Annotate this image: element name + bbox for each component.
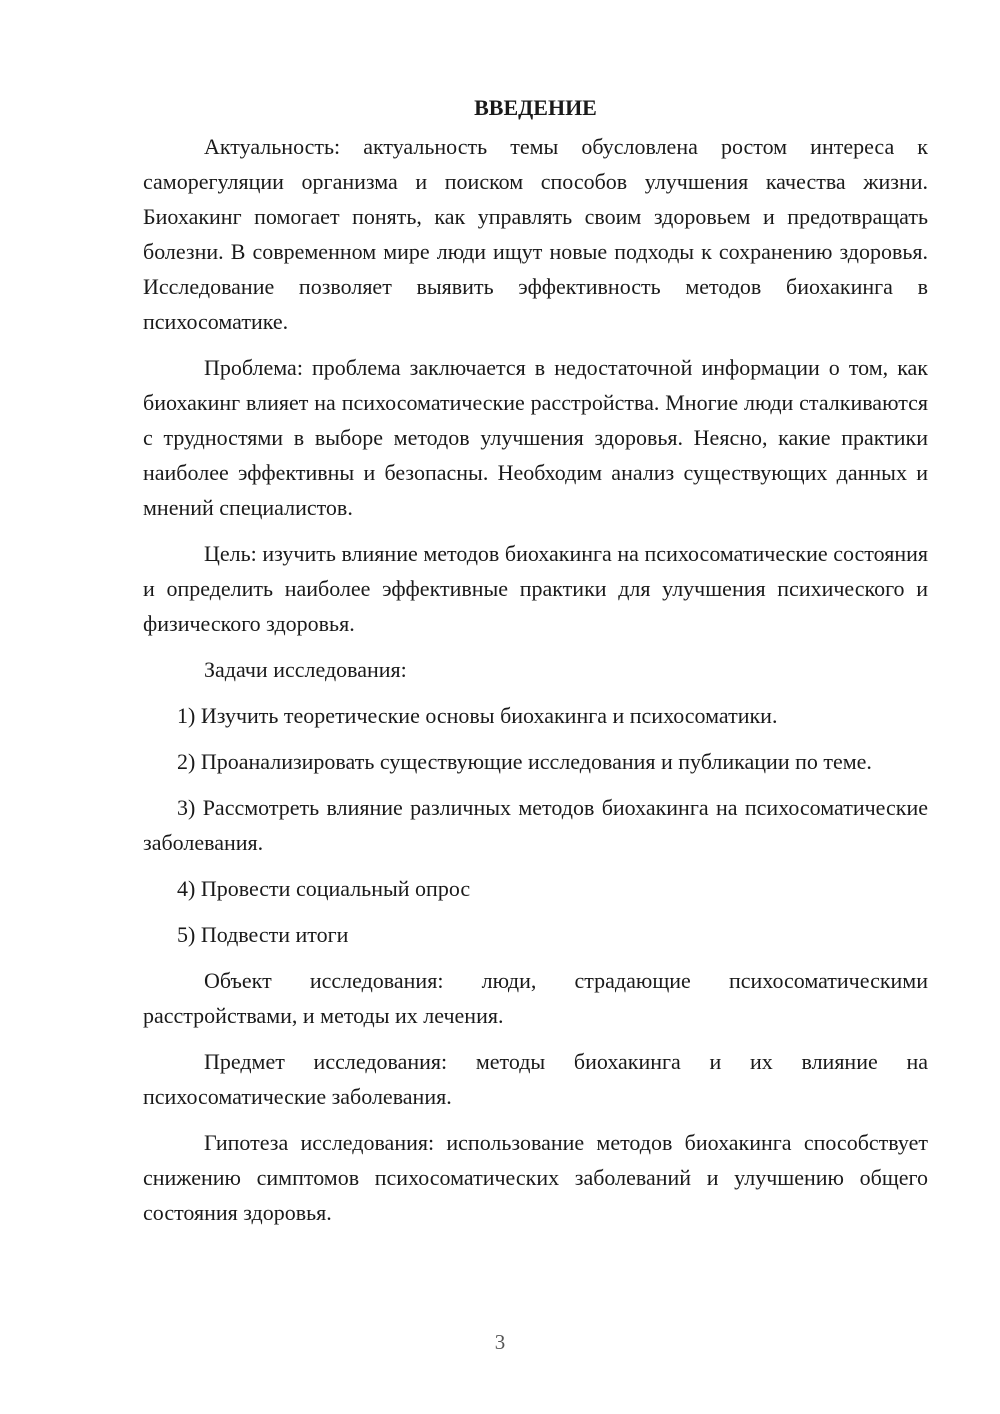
list-item-task-3: 3) Рассмотреть влияние различных методов биохакинга на психосоматические заболевания. [143,795,928,855]
list-item-task-1: 1) Изучить теоретические основы биохакинга и психосоматики. [177,703,778,728]
paragraph-object: Объект исследования: люди, страдающие психосоматическими расстройствами, и методы их лечения. [143,968,928,1028]
document-title: ВВЕДЕНИЕ [474,95,597,120]
paragraph-hypothesis: Гипотеза исследования: использование методов биохакинга способствует снижению симптомов психосоматических заболеваний и улучшению общего состояния здоровья. [143,1130,928,1225]
paragraph-subject: Предмет исследования: методы биохакинга и их влияние на психосоматические заболевания. [143,1049,928,1109]
page-number: 3 [494,1330,506,1354]
list-item-task-4: 4) Провести социальный опрос [177,876,471,901]
paragraph-relevance: Актуальность: актуальность темы обусловлена ростом интереса к саморегуляции организма и поиском способов улучшения качества жизни. Биохакинг помогает понять, как управлять своим здоровьем и предотвращать болезни. В современном мире люди ищут новые подходы к сохранению здоровья. Исследование позволяет выявить эффективность методов биохакинга в психосоматике. [143,134,928,334]
paragraph-tasks-heading: Задачи исследования: [204,657,407,682]
document-page [143,90,928,1241]
paragraph-problem: Проблема: проблема заключается в недостаточной информации о том, как биохакинг влияет на психосоматические расстройства. Многие люди сталкиваются с трудностями в выборе методов улучшения здоровья. Неясно, какие практики наиболее эффективны и безопасны. Необходим анализ существующих данных и мнений специалистов. [143,355,928,520]
list-item-task-2: 2) Проанализировать существующие исследования и публикации по теме. [177,749,872,774]
list-item-task-5: 5) Подвести итоги [177,922,349,947]
paragraph-goal: Цель: изучить влияние методов биохакинга на психосоматические состояния и определить наиболее эффективные практики для улучшения психического и физического здоровья. [143,541,928,636]
